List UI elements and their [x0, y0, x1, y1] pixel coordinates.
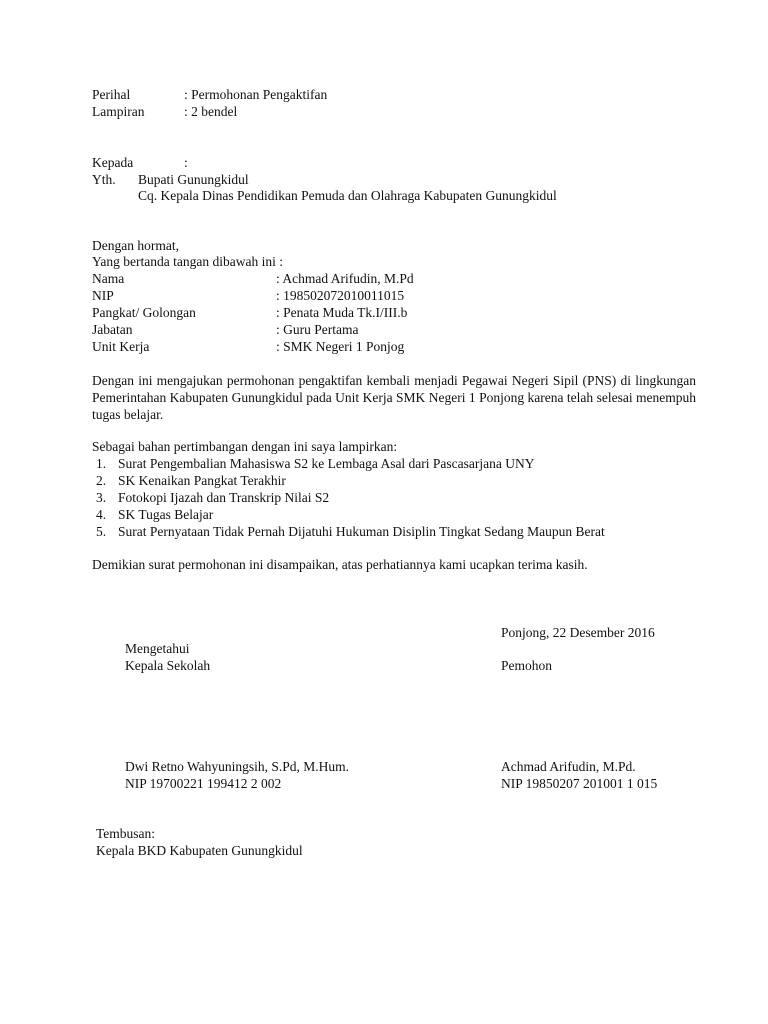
kepada-label: Kepada [92, 155, 134, 170]
perihal-label: Perihal [92, 87, 131, 102]
recipient-name: Bupati Gunungkidul [138, 172, 249, 187]
left-signer-nip: NIP 19700221 199412 2 002 [125, 776, 282, 791]
identity-value-nip: : 198502072010011015 [276, 288, 405, 303]
identity-value-jabatan: : Guru Pertama [276, 322, 359, 337]
right-signer-nip: NIP 19850207 201001 1 015 [501, 776, 658, 791]
left-signer-name: Dwi Retno Wahyuningsih, S.Pd, M.Hum. [125, 759, 350, 774]
body-paragraph: Dengan ini mengajukan permohonan pengaktifan kembali menjadi Pegawai Negeri Sipil (PNS) di lingkungan Pemerintahan Kabupaten Gunungkidul pada Unit Kerja SMK Negeri 1 Ponjong karena telah selesai menempuh tugas belajar. [92, 373, 696, 422]
identity-label-nama: Nama [92, 271, 125, 286]
left-sign-label-mengetahui: Mengetahui [125, 641, 190, 656]
recipient-cq: Cq. Kepala Dinas Pendidikan Pemuda dan Olahraga Kabupaten Gunungkidul [138, 188, 557, 203]
identity-value-nama: : Achmad Arifudin, M.Pd [276, 271, 414, 286]
lampiran-label: Lampiran [92, 104, 145, 119]
closing-line: Demikian surat permohonan ini disampaikan, atas perhatiannya kami ucapkan terima kasih. [92, 557, 588, 572]
identity-label-pangkat: Pangkat/ Golongan [92, 305, 196, 320]
left-sign-label-kepala: Kepala Sekolah [125, 658, 211, 673]
right-signer-name: Achmad Arifudin, M.Pd. [501, 759, 636, 774]
attachments-intro: Sebagai bahan pertimbangan dengan ini saya lampirkan: [92, 439, 398, 454]
lampiran-value: : 2 bendel [184, 104, 238, 119]
identity-value-pangkat: : Penata Muda Tk.I/III.b [276, 305, 408, 320]
greeting: Dengan hormat, [92, 238, 179, 253]
identity-label-nip: NIP [92, 288, 114, 303]
cc-recipient: Kepala BKD Kabupaten Gunungkidul [96, 843, 303, 858]
yth-label: Yth. [92, 172, 116, 187]
kepada-colon: : [184, 155, 188, 170]
identity-label-jabatan: Jabatan [92, 322, 133, 337]
cc-label: Tembusan: [96, 826, 156, 841]
right-sign-label: Pemohon [501, 658, 553, 673]
identity-label-unit-kerja: Unit Kerja [92, 339, 150, 354]
identity-value-unit-kerja: : SMK Negeri 1 Ponjog [276, 339, 405, 354]
intro-line: Yang bertanda tangan dibawah ini : [92, 254, 283, 269]
place-date: Ponjong, 22 Desember 2016 [501, 625, 655, 640]
perihal-value: : Permohonan Pengaktifan [184, 87, 328, 102]
